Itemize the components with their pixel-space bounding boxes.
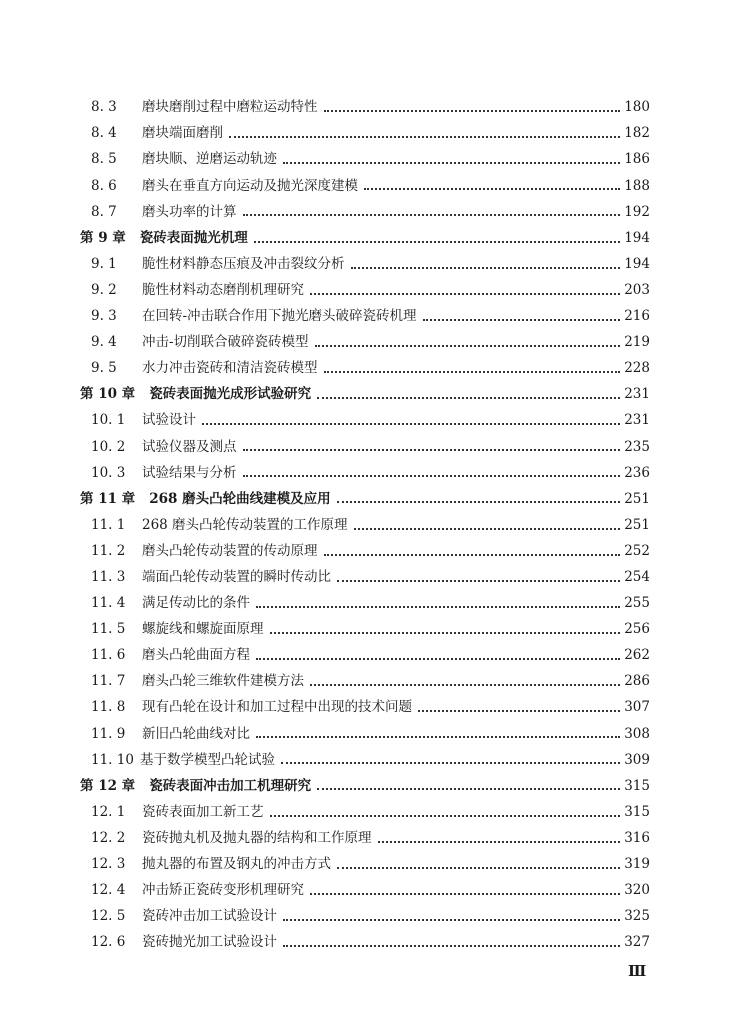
section-number: 9. 3 [91, 308, 117, 325]
toc-section-row[interactable] [80, 930, 650, 956]
section-number: 12. 4 [91, 882, 126, 899]
toc-section-row[interactable] [80, 434, 650, 460]
toc-section-row[interactable] [80, 95, 650, 121]
dot-leader [243, 466, 621, 480]
section-number: 12. 6 [91, 934, 126, 951]
page-number: 182 [624, 125, 650, 142]
dot-leader [256, 597, 620, 611]
page-number: 186 [624, 151, 650, 168]
toc-section-row[interactable] [80, 356, 650, 382]
section-number: 11. 5 [91, 621, 126, 638]
page-number: 231 [624, 386, 650, 403]
section-title: 基于数学模型凸轮试验 [140, 751, 275, 768]
section-number: 8. 3 [91, 99, 117, 116]
section-number: 8. 7 [91, 203, 117, 220]
page-number: 192 [624, 203, 650, 220]
toc-section-row[interactable] [80, 147, 650, 173]
toc-chapter-row[interactable] [80, 382, 650, 408]
page-number: 219 [624, 334, 650, 351]
dot-leader [351, 258, 621, 272]
page-number: 262 [624, 647, 650, 664]
toc-section-row[interactable] [80, 747, 650, 773]
section-number: 11. 6 [91, 647, 126, 664]
dot-leader [254, 232, 620, 246]
page-number: 308 [624, 725, 650, 742]
chapter-number: 第 11 章 [80, 490, 136, 507]
dot-leader [364, 179, 620, 193]
section-title: 磨块磨削过程中磨粒运动特性 [142, 99, 318, 116]
section-title: 脆性材料静态压痕及冲击裂纹分析 [142, 255, 345, 272]
dot-leader [310, 675, 620, 689]
toc-section-row[interactable] [80, 513, 650, 539]
section-title: 满足传动比的条件 [142, 595, 250, 612]
dot-leader [270, 623, 621, 637]
section-title: 在回转-冲击联合作用下抛光磨头破碎瓷砖机理 [142, 308, 417, 325]
dot-leader [423, 310, 621, 324]
toc-section-row[interactable] [80, 199, 650, 225]
chapter-number: 第 9 章 [80, 229, 126, 246]
dot-leader [354, 519, 621, 533]
dot-leader [243, 440, 621, 454]
toc-section-row[interactable] [80, 121, 650, 147]
section-number: 9. 5 [91, 360, 117, 377]
section-number: 12. 2 [91, 829, 126, 846]
chapter-number: 第 10 章 [80, 386, 136, 403]
toc-chapter-row[interactable] [80, 225, 650, 251]
page-number: 228 [624, 360, 650, 377]
chapter-title: 瓷砖表面抛光机理 [139, 229, 248, 246]
page-number: 216 [624, 308, 650, 325]
section-number: 9. 1 [91, 255, 117, 272]
section-number: 11. 9 [91, 725, 126, 742]
toc-section-row[interactable] [80, 330, 650, 356]
section-number: 12. 3 [91, 856, 126, 873]
dot-leader [202, 414, 620, 428]
section-number: 9. 4 [91, 334, 117, 351]
toc-section-row[interactable] [80, 565, 650, 591]
section-title: 磨头凸轮曲面方程 [142, 647, 250, 664]
section-title: 试验设计 [142, 412, 196, 429]
section-number: 11. 10 [91, 751, 134, 768]
toc-chapter-row[interactable] [80, 773, 650, 799]
page-number: 188 [624, 177, 650, 194]
page-number: 255 [624, 595, 650, 612]
toc-section-row[interactable] [80, 591, 650, 617]
toc-section-row[interactable] [80, 878, 650, 904]
dot-leader [324, 101, 621, 115]
section-title: 冲击-切削联合破碎瓷砖模型 [142, 334, 309, 351]
page-number: 203 [624, 281, 650, 298]
section-title: 试验结果与分析 [142, 464, 237, 481]
section-title: 磨头凸轮传动装置的传动原理 [142, 542, 318, 559]
page-number: 320 [624, 882, 650, 899]
section-title: 磨块顺、逆磨运动轨迹 [142, 151, 277, 168]
section-title: 瓷砖冲击加工试验设计 [142, 908, 277, 925]
toc-section-row[interactable] [80, 904, 650, 930]
table-of-contents [80, 95, 650, 956]
section-title: 试验仪器及测点 [142, 438, 237, 455]
section-title: 冲击矫正瓷砖变形机理研究 [142, 882, 304, 899]
section-number: 11. 8 [91, 699, 126, 716]
section-number: 11. 4 [91, 595, 126, 612]
dot-leader [243, 205, 621, 219]
section-title: 新旧凸轮曲线对比 [142, 725, 250, 742]
section-title: 端面凸轮传动装置的瞬时传动比 [142, 568, 331, 585]
dot-leader [310, 884, 620, 898]
page-number: 325 [624, 908, 650, 925]
page-number: 251 [624, 490, 650, 507]
toc-section-row[interactable] [80, 826, 650, 852]
dot-leader [337, 571, 620, 585]
dot-leader [324, 362, 621, 376]
dot-leader [256, 649, 620, 663]
dot-leader [337, 858, 620, 872]
section-title: 瓷砖抛丸机及抛丸器的结构和工作原理 [142, 829, 372, 846]
section-title: 磨块端面磨削 [142, 125, 223, 142]
toc-section-row[interactable] [80, 173, 650, 199]
section-number: 12. 5 [91, 908, 126, 925]
page-number: 194 [624, 255, 650, 272]
page-number: 251 [624, 516, 650, 533]
section-number: 8. 5 [91, 151, 117, 168]
toc-section-row[interactable] [80, 617, 650, 643]
page-number: 180 [624, 99, 650, 116]
section-title: 磨头凸轮三维软件建模方法 [142, 673, 304, 690]
section-number: 10. 3 [91, 464, 126, 481]
section-number: 11. 7 [91, 673, 126, 690]
dot-leader [283, 910, 620, 924]
toc-section-row[interactable] [80, 695, 650, 721]
dot-leader [310, 284, 620, 298]
dot-leader [229, 127, 620, 141]
page-number: 315 [624, 777, 650, 794]
page-number: 236 [624, 464, 650, 481]
page-number: 231 [624, 412, 650, 429]
dot-leader [315, 336, 621, 350]
page-number: 194 [624, 229, 650, 246]
page-number: 327 [624, 934, 650, 951]
section-number: 8. 6 [91, 177, 117, 194]
page-number: 309 [624, 751, 650, 768]
section-title: 脆性材料动态磨削机理研究 [142, 281, 304, 298]
toc-section-row[interactable] [80, 460, 650, 486]
chapter-number: 第 12 章 [80, 777, 136, 794]
page-number: 307 [624, 699, 650, 716]
section-title: 磨头在垂直方向运动及抛光深度建模 [142, 177, 358, 194]
page-number: 286 [624, 673, 650, 690]
toc-section-row[interactable] [80, 852, 650, 878]
section-title: 磨头功率的计算 [142, 203, 237, 220]
section-number: 9. 2 [91, 281, 117, 298]
toc-section-row[interactable] [80, 252, 650, 278]
section-number: 11. 2 [91, 542, 126, 559]
section-title: 268 磨头凸轮传动装置的工作原理 [142, 516, 348, 533]
section-number: 12. 1 [91, 803, 126, 820]
section-title: 抛丸器的布置及钢丸的冲击方式 [142, 856, 331, 873]
chapter-title: 268 磨头凸轮曲线建模及应用 [149, 490, 331, 507]
dot-leader [317, 779, 620, 793]
section-number: 10. 2 [91, 438, 126, 455]
dot-leader [418, 701, 620, 715]
dot-leader [317, 388, 620, 402]
page-number: 315 [624, 803, 650, 820]
page-number: 252 [624, 542, 650, 559]
page-number: 256 [624, 621, 650, 638]
toc-section-row[interactable] [80, 721, 650, 747]
section-title: 现有凸轮在设计和加工过程中出现的技术问题 [142, 699, 412, 716]
toc-section-row[interactable] [80, 800, 650, 826]
section-title: 瓷砖表面加工新工艺 [142, 803, 264, 820]
page-number: 316 [624, 829, 650, 846]
dot-leader [337, 492, 621, 506]
dot-leader [324, 545, 621, 559]
toc-section-row[interactable] [80, 304, 650, 330]
page-number: 319 [624, 856, 650, 873]
page-number: 235 [624, 438, 650, 455]
dot-leader [283, 936, 620, 950]
dot-leader [256, 727, 620, 741]
dot-leader [378, 832, 621, 846]
section-number: 11. 1 [91, 516, 126, 533]
toc-section-row[interactable] [80, 643, 650, 669]
section-title: 水力冲击瓷砖和清洁瓷砖模型 [142, 360, 318, 377]
toc-section-row[interactable] [80, 278, 650, 304]
toc-section-row[interactable] [80, 408, 650, 434]
section-title: 瓷砖抛光加工试验设计 [142, 934, 277, 951]
section-number: 11. 3 [91, 568, 126, 585]
section-title: 螺旋线和螺旋面原理 [142, 621, 264, 638]
toc-section-row[interactable] [80, 539, 650, 565]
dot-leader [281, 753, 620, 767]
section-number: 8. 4 [91, 125, 117, 142]
page-number-folio: Ⅲ [628, 962, 646, 980]
toc-chapter-row[interactable] [80, 486, 650, 512]
section-number: 10. 1 [91, 412, 126, 429]
dot-leader [283, 153, 620, 167]
page-number: 254 [624, 568, 650, 585]
toc-section-row[interactable] [80, 669, 650, 695]
dot-leader [270, 806, 621, 820]
chapter-title: 瓷砖表面抛光成形试验研究 [149, 386, 312, 403]
chapter-title: 瓷砖表面冲击加工机理研究 [149, 777, 312, 794]
